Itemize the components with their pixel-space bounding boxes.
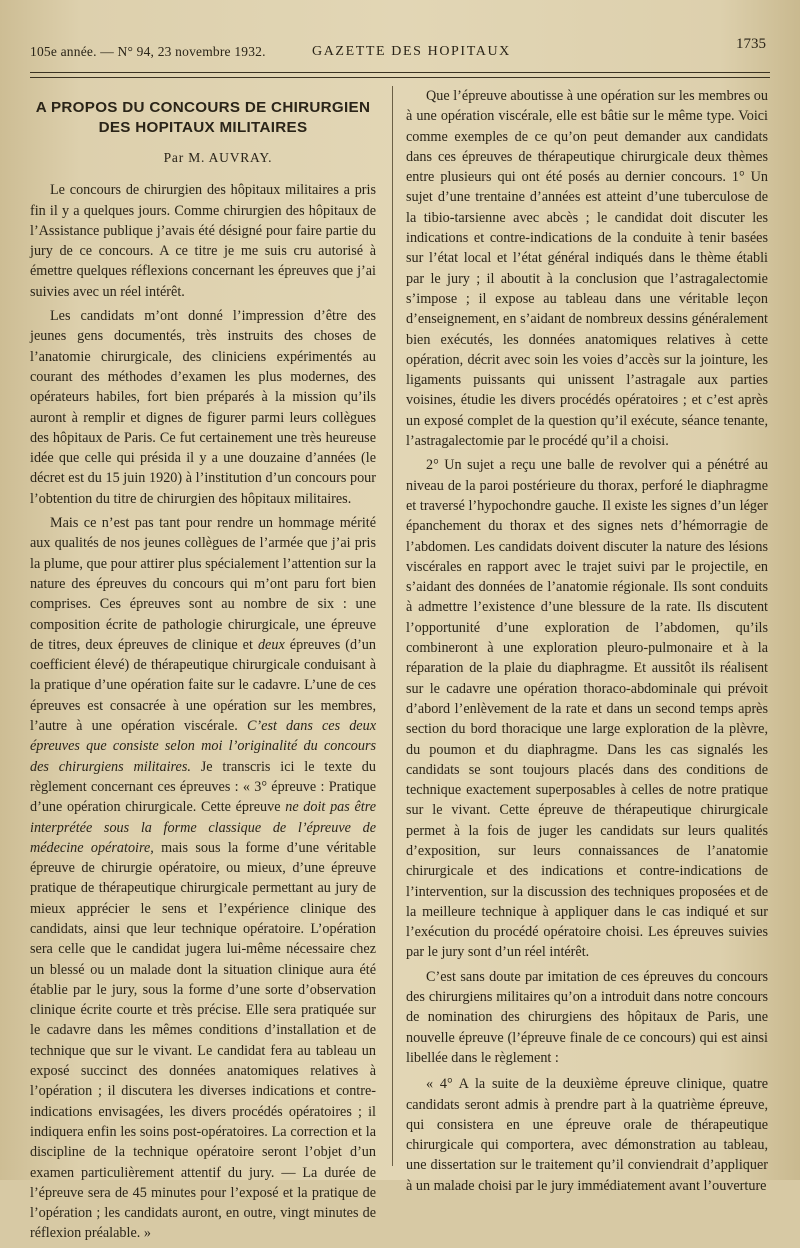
- text-run: mais sous la forme d’une véritable épreuve de chirurgie opératoire, ou mieux, d’une épreuve pratique de thérapeutique chirurgicale permettant au jury de mieux apprécier le sens et l’expérience clinique des candidats, ainsi que leur technique opératoire. L’opération sera celle que le candidat jugera lui-même nécessaire chez un blessé ou un malade dont la situation clinique aura été établie par le jury, sous la forme d’une sorte d’observation clinique écrite courte et très précise. Elle sera pratiquée sur le cadavre dans les mêmes conditions d’installation et de technique que sur le vivant. Le candidat fera au tableau un exposé succinct des données anatomiques relatives à l’opération ; il discutera les diverses indications et contre-indications envisagées, les divers procédés opératoires ; il indiquera enfin les soins post-opératoires. La correction et la discipline de la technique opératoire seront l’objet d’un examen particulièrement attentif du jury. — La durée de l’épreuve sera de 45 minutes pour l’exposé et la pratique de l’opération ; les candidats auront, en outre, vingt minutes de réflexion préalable. »: [30, 839, 376, 1242]
- issue-info: 105e année. — N° 94, 23 novembre 1932.: [30, 44, 266, 59]
- right-column: [406, 86, 768, 1200]
- italic-text: C’est dans ces deux épreuves que consiste selon moi l’originalité du concours des chirurgiens militaires.: [30, 718, 376, 775]
- text-run: Je transcris ici le texte du règlement concernant ces épreuves : « 3° épreuve : Pratique d’une opération chirurgicale. Cette épreuve: [30, 758, 376, 816]
- page-header: [30, 30, 768, 70]
- paragraph: Les candidats m’ont donné l’impression d’être des jeunes gens documentés, très instruits des choses de l’anatomie chirurgicale, des cliniciens expérimentés au courant des méthodes d’examen les plus modernes, des opérateurs habiles, fort bien préparés à la mission qu’ils auront à remplir et dignes de figurer parmi leurs collègues des hôpitaux de Paris. Ce fut certainement une très heureuse idée que celle qui présida il y a une douzaine d’années (le décret est du 15 juin 1920) à l’institution d’un concours pour l’obtention du titre de chirurgien des hôpitaux militaires.: [30, 308, 376, 507]
- text-run: épreuves (d’un coefficient élevé) de thérapeutique chirurgicale conduisant à la pratique d’une opération faite sur le cadavre. L’une de ces épreuves est consacrée à une opération sur les membres, l’autre à une opération viscérale.: [30, 636, 376, 735]
- article-title: [30, 98, 376, 138]
- text-run: Mais ce n’est pas tant pour rendre un hommage mérité aux qualités de nos jeunes collègues de l’armée que j’ai pris la plume, que pour attirer plus spécialement l’attention sur la nature des épreuves du concours qui m’ont paru fort bien comprises. Ces épreuves sont au nombre de six : une composition écrite de pathologie chirurgicale, une épreuve de titres, deux épreuves de clinique et: [30, 515, 376, 653]
- italic-text: deux: [257, 636, 285, 653]
- left-column: [30, 88, 376, 1248]
- paragraph: « 4° A la suite de la deuxième épreuve clinique, quatre candidats seront admis à prendre part à la quatrième épreuve, qui consistera en une épreuve orale de thérapeutique chirurgicale qui comportera, avec démonstration au tableau, une dissertation sur le traitement qu’il conviendrait d’appliquer à un malade choisi par le jury immédiatement avant l’ouverture: [406, 1076, 768, 1194]
- journal-name: GAZETTE DES HOPITAUX: [312, 44, 511, 59]
- header-rule-thin: [30, 77, 770, 78]
- paragraph: 2° Un sujet a reçu une balle de revolver qui a pénétré au niveau de la paroi postérieure du thorax, perforé le diaphragme et traversé l’hypochondre gauche. Il existe les signes d’un léger épanchement du thorax et des signes nets d’hémorragie de l’abdomen. Les candidats doivent discuter la nature des lésions viscérales en rapport avec le trajet suivi par le projectile, en s’aidant des données de l’anatomie régionale. Ils sont conduits à admettre l’existence d’une blessure de la rate. Ils discutent l’opportunité d’une exploration de l’abdomen, qu’ils combineront à une exploration pleuro-pulmonaire et à la réparation de la plaie du diaphragme. Et aussitôt ils réalisent sur le cadavre une opération thoraco-abdominale qui prévoit d’abord l’enlèvement de la rate et dans un second temps après section du bord thoracique une large exploration de la plèvre, du poumon et du diaphragme. Dans les cas signalés les candidats se sont toujours placés dans des conditions de technique exactement superposables à celles de notre pratique sur le vivant. Cette épreuve de thérapeutique chirurgicale permet à la fois de juger les candidats sur leurs qualités d’exposition, sur leurs connaissances de l’anatomie chirurgicale et des indications et contre-indications de l’intervention, sur la discussion des techniques proposées et de la meilleure technique à appliquer dans le cas indiqué et sur l’exécution du procédé opératoire choisi. Les épreuves suivies par le jury sont d’un réel intérêt.: [406, 457, 768, 961]
- paragraph: C’est sans doute par imitation de ces épreuves du concours des chirurgiens militaires qu’on a introduit dans notre concours de nomination des chirurgiens des hôpitaux de Paris, une nouvelle épreuve (l’épreuve finale de ce concours) qui est ainsi libellée dans le règlement :: [406, 968, 768, 1066]
- header-rule: [30, 72, 770, 73]
- article-byline: Par M. AUVRAY.: [163, 150, 273, 165]
- article-title-line-1: A PROPOS DU CONCOURS DE CHIRURGIEN: [35, 99, 371, 116]
- italic-text: ne doit pas être interprétée sous la forme classique de l’épreuve de médecine opératoire,: [30, 799, 376, 856]
- page-number: 1735: [736, 36, 766, 52]
- column-divider: [392, 86, 393, 1166]
- paragraph: Que l’épreuve aboutisse à une opération sur les membres ou à une opération viscérale, elle est bâtie sur le même type. Voici comme exemples de ce qu’on peut demander aux candidats dans ces épreuves de thérapeutique chirurgicale deux thèmes entre plusieurs qui ont été posés au dernier concours. 1° Un sujet d’une trentaine d’années est atteint d’une tuberculose de la tibio-tarsienne avec abcès ; le candidat doit discuter les indications et contre-indications de la conduite à tenir basées sur l’état local et l’état général indiqués dans le thème établi par le jury ; il aboutit à la conclusion que l’astragalectomie s’impose ; il expose au tableau dans une véritable leçon d’enseignement, en s’aidant de nombreux dessins généralement bien exécutés, les données anatomiques relatives à cette opération, décrit avec soin les voies d’accès sur la jointure, les ligaments puissants qui unissent l’astragale aux parties voisines, étudie les divers procédés opératoires ; et c’est après un exposé complet de la question qu’il exécute, séance tenante, l’astragalectomie par le procédé qu’il a choisi.: [406, 88, 768, 450]
- article-title-line-2: DES HOPITAUX MILITAIRES: [98, 119, 308, 136]
- paragraph: [30, 513, 376, 1244]
- paragraph: Le concours de chirurgien des hôpitaux militaires a pris fin il y a quelques jours. Comme chirurgien des hôpitaux de l’Assistance publique j’avais été désigné pour faire partie du jury de ce concours. A ce titre je me suis cru autorisé à émettre quelques réflexions concernant les épreuves que j’ai suivies avec un réel intérêt.: [30, 182, 376, 300]
